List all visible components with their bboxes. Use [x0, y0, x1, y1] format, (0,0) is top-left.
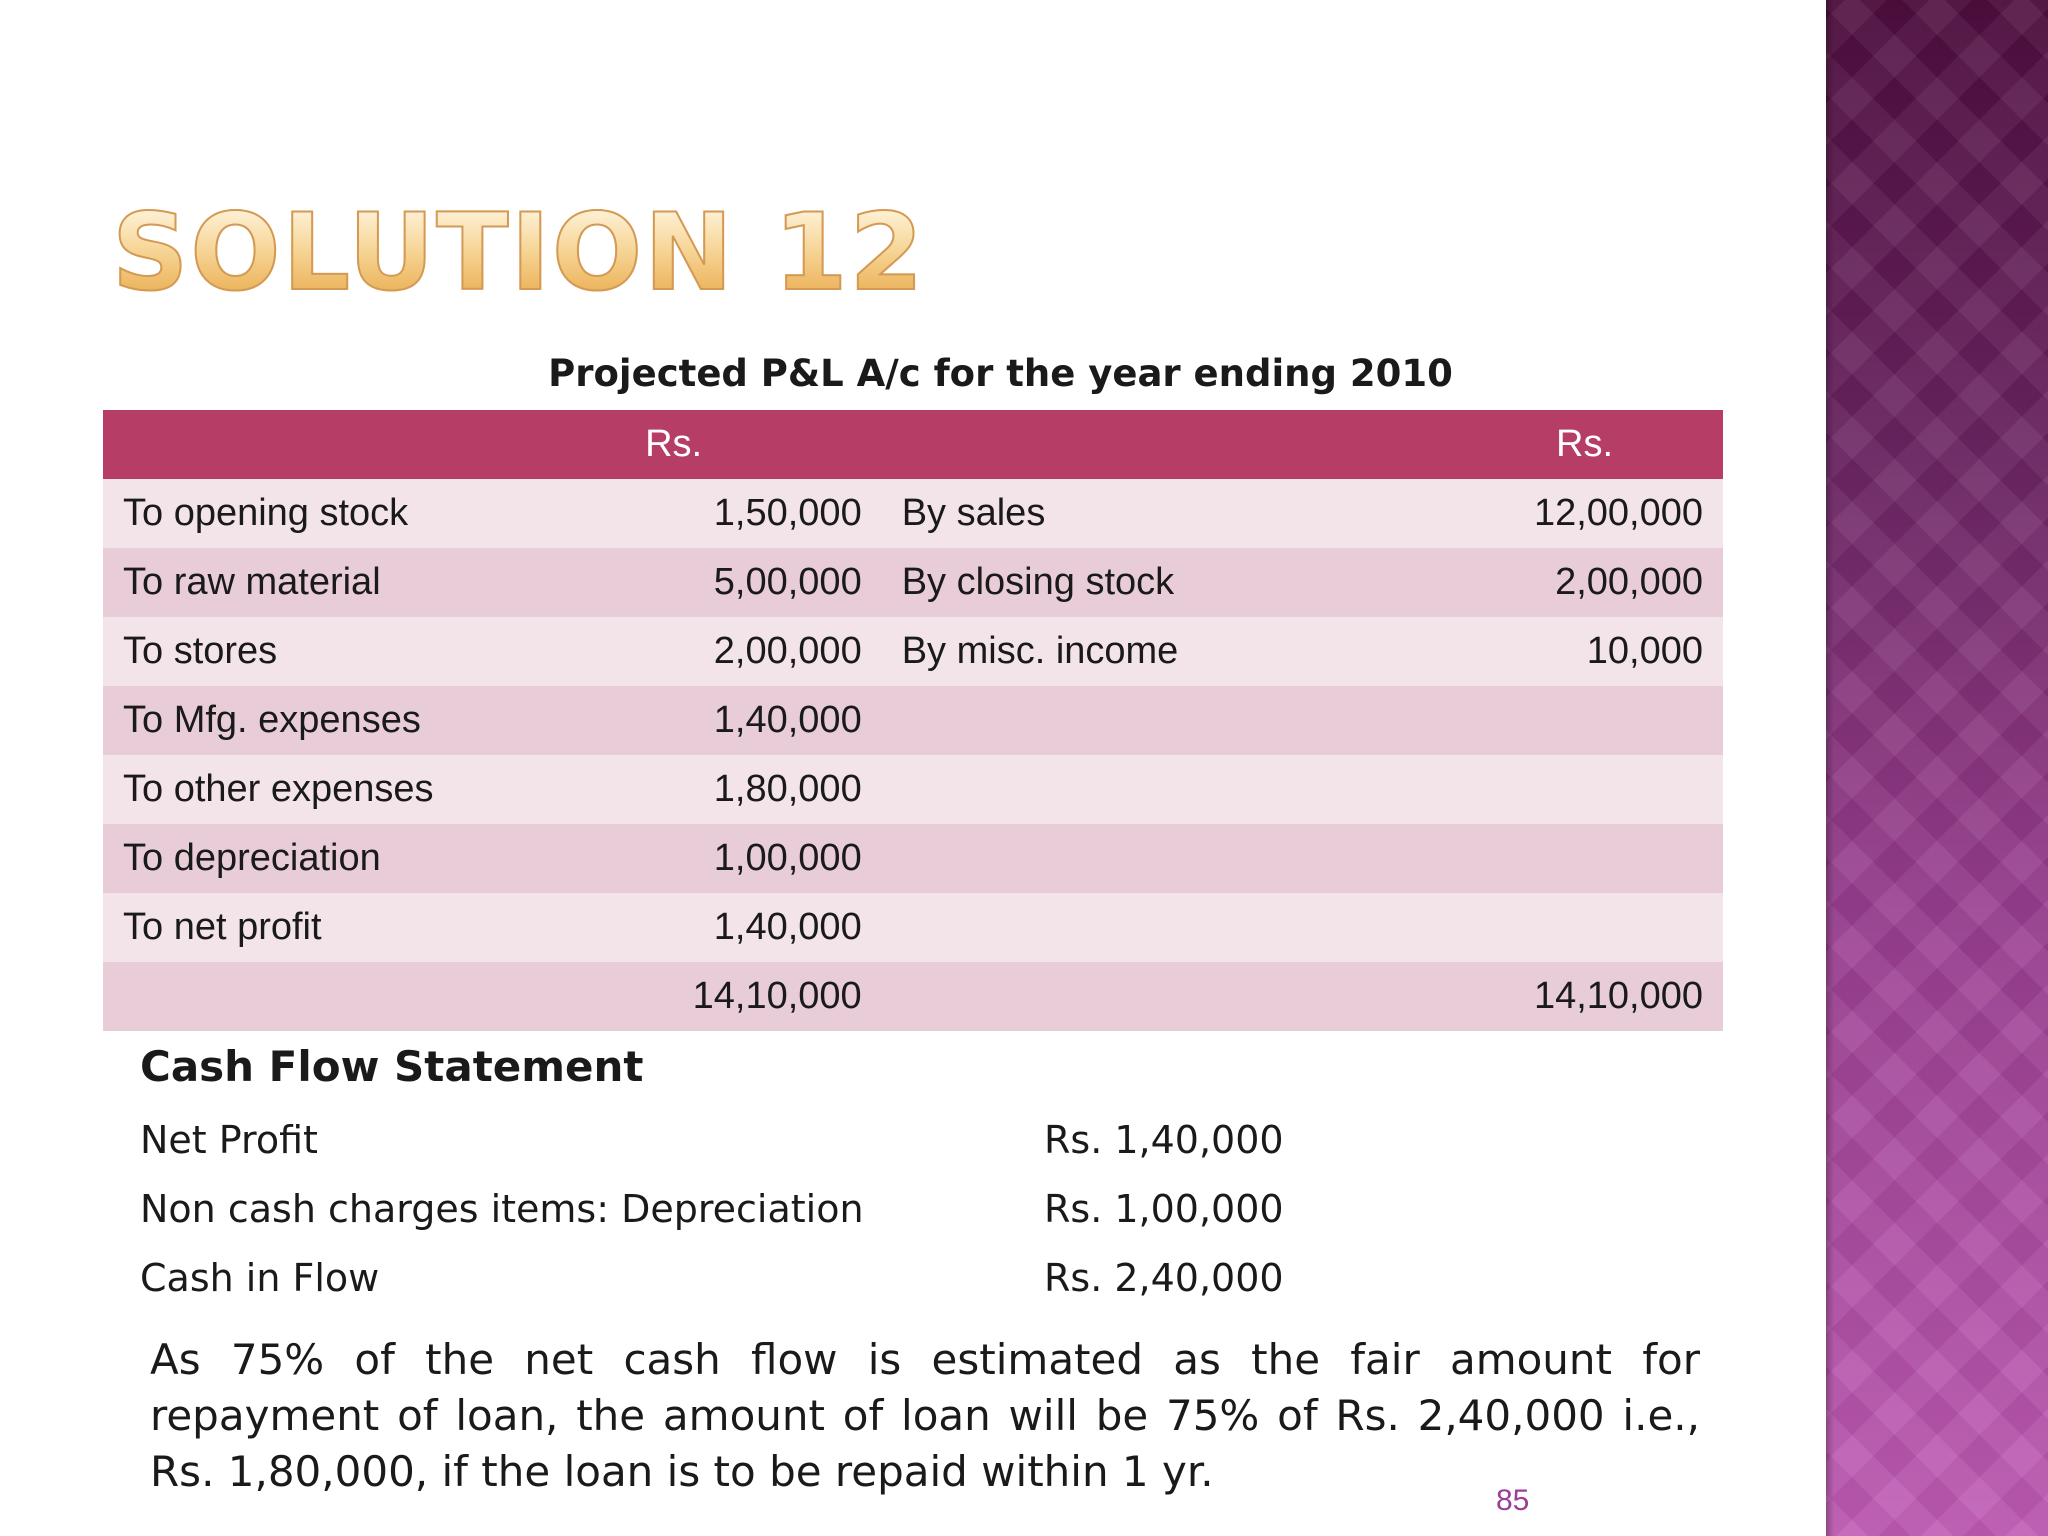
debit-particular: To net profit: [103, 893, 623, 962]
credit-particular: [882, 824, 1296, 893]
pl-header-cell: [882, 410, 1296, 479]
debit-amount: 1,40,000: [623, 686, 882, 755]
debit-amount: 2,00,000: [623, 617, 882, 686]
credit-particular: By closing stock: [882, 548, 1296, 617]
credit-amount: [1296, 824, 1723, 893]
debit-amount: 5,00,000: [623, 548, 882, 617]
pl-caption-text: Projected P&L A/c for the year ending 2010: [548, 352, 1453, 395]
debit-particular: To opening stock: [103, 479, 623, 548]
pl-account-table: [103, 410, 1723, 1031]
cash-flow-row: [140, 1187, 1340, 1237]
table-row: [103, 824, 1723, 893]
debit-total: 14,10,000: [623, 962, 882, 1031]
credit-total: 14,10,000: [1296, 962, 1723, 1031]
conclusion-paragraph: As 75% of the net cash flow is estimated as the fair amount for repayment of loan, the amount of loan will be 75% of Rs. 2,40,000 i.e., Rs. 1,80,000, if the loan is to be repaid within 1 yr.: [150, 1335, 1700, 1496]
debit-particular: To depreciation: [103, 824, 623, 893]
credit-amount: 2,00,000: [1296, 548, 1723, 617]
credit-particular: [882, 686, 1296, 755]
debit-particular: [103, 962, 623, 1031]
table-row: [103, 617, 1723, 686]
cash-flow-amount: Rs. 1,00,000: [1044, 1187, 1284, 1231]
debit-particular: To stores: [103, 617, 623, 686]
credit-particular: [882, 893, 1296, 962]
cash-flow-title: Cash Flow Statement: [140, 1042, 644, 1091]
pl-caption: [0, 352, 1825, 395]
credit-particular: [882, 962, 1296, 1031]
debit-amount: 1,40,000: [623, 893, 882, 962]
pl-header-row: [103, 410, 1723, 479]
cash-flow-amount: Rs. 1,40,000: [1044, 1118, 1284, 1162]
debit-particular: To other expenses: [103, 755, 623, 824]
cash-flow-label: Cash in Flow: [140, 1256, 380, 1300]
table-row: [103, 893, 1723, 962]
table-row: [103, 548, 1723, 617]
credit-particular: By sales: [882, 479, 1296, 548]
credit-amount: 12,00,000: [1296, 479, 1723, 548]
debit-particular: To Mfg. expenses: [103, 686, 623, 755]
credit-particular: By misc. income: [882, 617, 1296, 686]
table-row: [103, 479, 1723, 548]
pl-header-cell: [103, 410, 623, 479]
page-number: 85: [1496, 1484, 1530, 1517]
table-row: [103, 755, 1723, 824]
cash-flow-amount: Rs. 2,40,000: [1044, 1256, 1284, 1300]
pl-header-cell: Rs.: [1296, 410, 1723, 479]
cash-flow-label: Net Profit: [140, 1118, 318, 1162]
credit-particular: [882, 755, 1296, 824]
pl-header-cell: Rs.: [623, 410, 882, 479]
cash-flow-label: Non cash charges items: Depreciation: [140, 1187, 864, 1231]
debit-amount: 1,80,000: [623, 755, 882, 824]
credit-amount: 10,000: [1296, 617, 1723, 686]
cash-flow-row: [140, 1256, 1340, 1306]
table-row: [103, 686, 1723, 755]
credit-amount: [1296, 755, 1723, 824]
cash-flow-row: [140, 1118, 1340, 1168]
credit-amount: [1296, 893, 1723, 962]
debit-amount: 1,50,000: [623, 479, 882, 548]
decorative-side-band: [1826, 0, 2048, 1536]
credit-amount: [1296, 686, 1723, 755]
debit-particular: To raw material: [103, 548, 623, 617]
slide-title: SOLUTION 12: [112, 191, 926, 314]
debit-amount: 1,00,000: [623, 824, 882, 893]
totals-row: [103, 962, 1723, 1031]
